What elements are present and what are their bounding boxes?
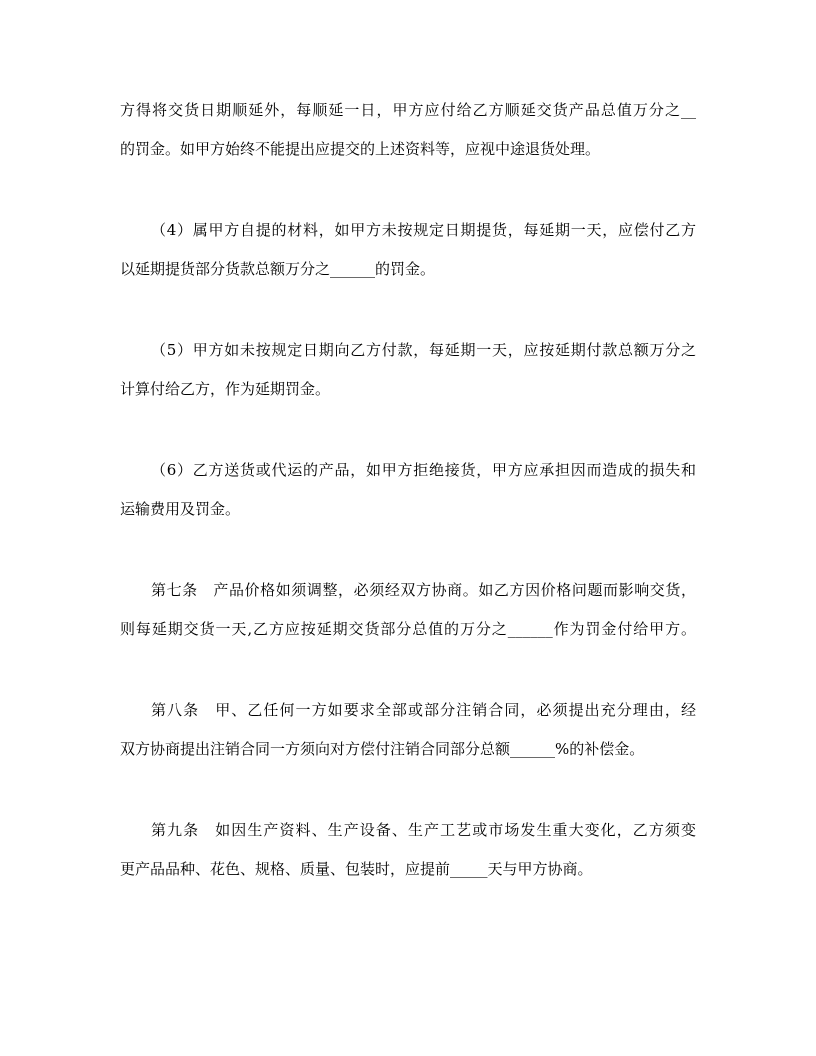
clause-4-line-2: 以延期提货部分货款总额万分之______的罚金。	[120, 260, 436, 278]
article-8-line-1: 第八条 甲、乙任何一方如要求全部或部分注销合同，必须提出充分理由，经	[151, 701, 696, 719]
paragraph-continued-line-2: 的罚金。如甲方始终不能提出应提交的上述资料等，应视中途退货处理。	[120, 140, 601, 158]
article-7-line-1: 第七条 产品价格如须调整，必须经双方协商。如乙方因价格问题而影响交货，	[151, 581, 696, 599]
article-7-line-2: 则每延期交货一天,乙方应按延期交货部分总值的万分之______作为罚金付给甲方。	[120, 620, 696, 638]
article-8-line-2: 双方协商提出注销合同一方须向对方偿付注销合同部分总额______%的补偿金。	[120, 740, 645, 758]
article-9-line-2: 更产品品种、花色、规格、质量、包装时，应提前_____天与甲方协商。	[120, 860, 593, 878]
clause-6-line-2: 运输费用及罚金。	[120, 500, 241, 518]
clause-5-line-2: 计算付给乙方，作为延期罚金。	[120, 380, 331, 398]
article-9-line-1: 第九条 如因生产资料、生产设备、生产工艺或市场发生重大变化，乙方须变	[151, 821, 696, 839]
clause-4-line-1: （4）属甲方自提的材料，如甲方未按规定日期提货，每延期一天，应偿付乙方	[151, 221, 696, 239]
clause-6-line-1: （6）乙方送货或代运的产品，如甲方拒绝接货，甲方应承担因而造成的损失和	[151, 461, 696, 479]
clause-5-line-1: （5）甲方如未按规定日期向乙方付款，每延期一天，应按延期付款总额万分之	[151, 341, 696, 359]
paragraph-continued-line-1: 方得将交货日期顺延外，每顺延一日，甲方应付给乙方顺延交货产品总值万分之__	[120, 101, 696, 119]
